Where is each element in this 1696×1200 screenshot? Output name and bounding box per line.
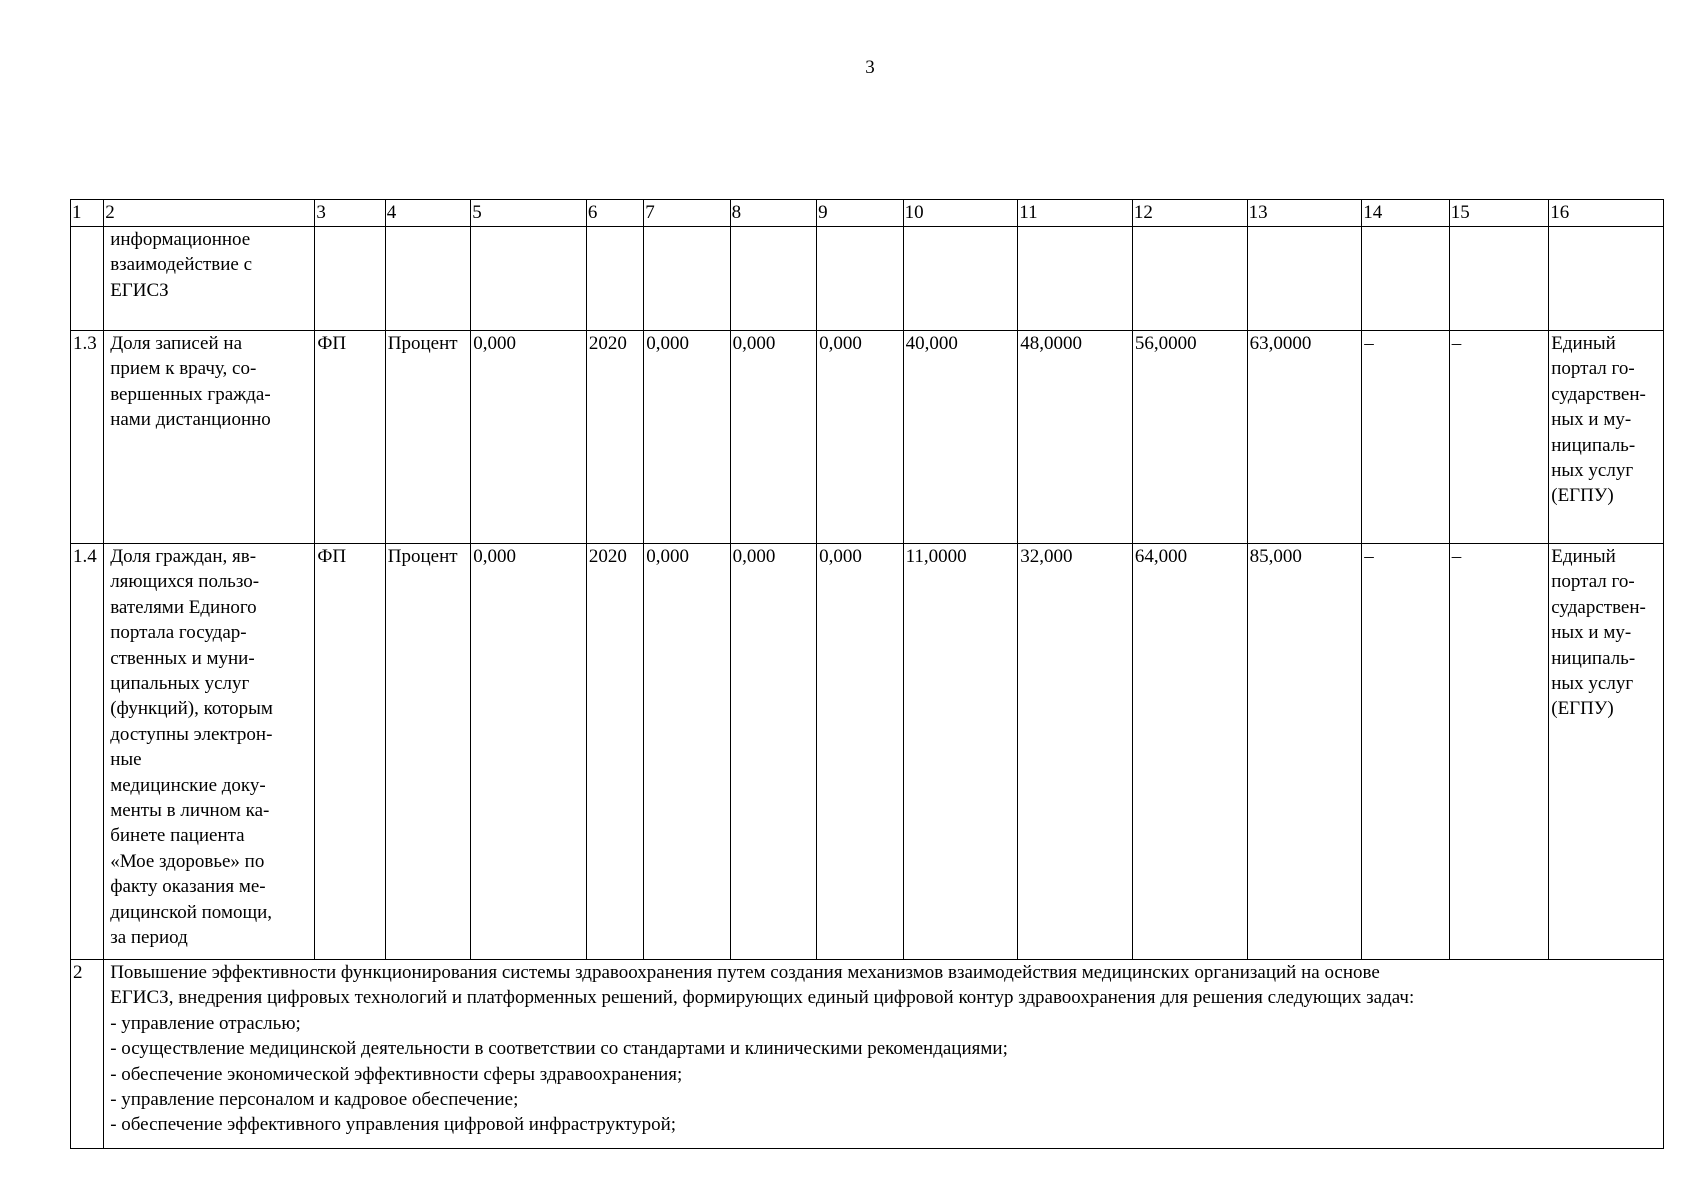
indicator-name-cell [104, 227, 315, 331]
indicator-name-line: нами дистанционно [110, 409, 271, 431]
empty-cell [1549, 227, 1664, 331]
column-number-row [71, 200, 1664, 227]
level-cell: ФП [315, 331, 385, 544]
column-number: 9 [817, 200, 903, 227]
indicator-name-line: информационное [110, 229, 251, 250]
base-value-cell: 0,000 [471, 331, 587, 544]
column-number: 12 [1132, 200, 1247, 227]
source-line: сударствен- [1551, 596, 1646, 618]
value-cell: 32,000 [1018, 544, 1133, 960]
row-number-cell: 1.3 [71, 331, 104, 544]
source-cell [1549, 331, 1664, 544]
column-number: 16 [1549, 200, 1664, 227]
value-cell: – [1362, 544, 1449, 960]
task-line: ЕГИСЗ, внедрения цифровых технологий и платформенных решений, формирующих единый цифровой контур здравоохранения для решения следующих задач: [110, 987, 1415, 1009]
source-line: ных услуг [1551, 673, 1634, 695]
source-line: ниципаль- [1551, 434, 1636, 456]
column-number: 13 [1247, 200, 1362, 227]
indicator-name-line: менты в личном ка- [110, 800, 270, 822]
indicator-name-line: ЕГИСЗ [110, 279, 169, 301]
value-cell: 40,000 [903, 331, 1018, 544]
indicator-name-line: портала государ- [110, 622, 247, 644]
column-number: 3 [315, 200, 385, 227]
indicator-name-line: «Мое здоровье» по [110, 850, 265, 872]
empty-cell [817, 227, 903, 331]
empty-cell [586, 227, 643, 331]
task-description-cell [104, 960, 1664, 1149]
indicator-name-line: медицинские доку- [110, 774, 266, 796]
value-cell: 0,000 [730, 544, 816, 960]
task-line: - управление отраслью; [110, 1012, 301, 1034]
empty-cell [644, 227, 730, 331]
indicator-name-cell [104, 331, 315, 544]
empty-cell [1132, 227, 1247, 331]
indicator-name-line: факту оказания ме- [110, 876, 266, 898]
indicator-name-line: ные [110, 749, 142, 771]
column-number: 10 [903, 200, 1018, 227]
column-number: 15 [1449, 200, 1549, 227]
value-cell: 0,000 [817, 544, 903, 960]
base-year-cell: 2020 [586, 544, 643, 960]
value-cell: 11,0000 [903, 544, 1018, 960]
empty-cell [1449, 227, 1549, 331]
source-cell [1549, 544, 1664, 960]
empty-cell [471, 227, 587, 331]
source-line: ных услуг [1551, 460, 1634, 482]
source-line: (ЕГПУ) [1551, 698, 1614, 720]
indicator-name-line: за период [110, 927, 188, 949]
column-number: 8 [730, 200, 816, 227]
value-cell: 56,0000 [1132, 331, 1247, 544]
indicator-name-line: бинете пациента [110, 825, 245, 847]
source-line: сударствен- [1551, 383, 1646, 405]
source-line: ниципаль- [1551, 647, 1636, 669]
source-line: (ЕГПУ) [1551, 485, 1614, 507]
source-line: портал го- [1551, 571, 1635, 593]
source-line: Единый [1551, 333, 1616, 354]
indicator-name-line: доступны электрон- [110, 723, 273, 745]
empty-cell [1018, 227, 1133, 331]
table-row [71, 544, 1664, 960]
indicator-name-line: ляющихся пользо- [110, 571, 260, 593]
source-line: ных и му- [1551, 409, 1632, 431]
indicator-name-line: вершенных гражда- [110, 383, 271, 405]
base-value-cell: 0,000 [471, 544, 587, 960]
task-line: - обеспечение экономической эффективности сферы здравоохранения; [110, 1063, 683, 1085]
column-number: 14 [1362, 200, 1449, 227]
source-line: портал го- [1551, 358, 1635, 380]
row-number-cell [71, 227, 104, 331]
value-cell: – [1362, 331, 1449, 544]
task-line: - осуществление медицинской деятельности в соответствии со стандартами и клиническими рекомендациями; [110, 1038, 1008, 1060]
indicator-name-cell [104, 544, 315, 960]
indicator-name-line: Доля граждан, яв- [110, 546, 257, 567]
indicator-name-line: прием к врачу, со- [110, 358, 257, 380]
column-number: 2 [104, 200, 315, 227]
value-cell: 0,000 [644, 544, 730, 960]
indicator-name-line: ственных и муни- [110, 647, 255, 669]
value-cell: – [1449, 331, 1549, 544]
value-cell: 63,0000 [1247, 331, 1362, 544]
indicator-name-line: вателями Единого [110, 596, 257, 618]
column-number: 5 [471, 200, 587, 227]
column-number: 6 [586, 200, 643, 227]
table-row [71, 331, 1664, 544]
value-cell: 48,0000 [1018, 331, 1133, 544]
indicator-name-line: взаимодействие с [110, 254, 253, 276]
page-number: 3 [865, 57, 875, 78]
empty-cell [903, 227, 1018, 331]
empty-cell [1247, 227, 1362, 331]
column-number: 1 [71, 200, 104, 227]
value-cell: – [1449, 544, 1549, 960]
indicator-name-line: Доля записей на [110, 333, 243, 354]
value-cell: 0,000 [644, 331, 730, 544]
column-number: 7 [644, 200, 730, 227]
empty-cell [730, 227, 816, 331]
empty-cell [315, 227, 385, 331]
unit-cell: Процент [385, 331, 470, 544]
task-line: - управление персоналом и кадровое обеспечение; [110, 1089, 519, 1111]
indicator-name-line: дицинской помощи, [110, 901, 273, 923]
level-cell: ФП [315, 544, 385, 960]
base-year-cell: 2020 [586, 331, 643, 544]
column-number: 11 [1018, 200, 1133, 227]
value-cell: 0,000 [730, 331, 816, 544]
value-cell: 64,000 [1132, 544, 1247, 960]
value-cell: 0,000 [817, 331, 903, 544]
source-line: ных и му- [1551, 622, 1632, 644]
row-number-cell: 1.4 [71, 544, 104, 960]
indicators-table [70, 199, 1664, 1149]
continuation-row [71, 227, 1664, 331]
empty-cell [385, 227, 470, 331]
unit-cell: Процент [385, 544, 470, 960]
value-cell: 85,000 [1247, 544, 1362, 960]
task-line: - обеспечение эффективного управления цифровой инфраструктурой; [110, 1114, 677, 1136]
task-line: Повышение эффективности функционирования системы здравоохранения путем создания механизмов взаимодействия медицинских организаций на основе [110, 962, 1380, 983]
column-number: 4 [385, 200, 470, 227]
row-number-cell: 2 [71, 960, 104, 1149]
source-line: Единый [1551, 546, 1616, 567]
indicator-name-line: ципальных услуг [110, 673, 250, 695]
indicator-name-line: (функций), которым [110, 698, 273, 720]
empty-cell [1362, 227, 1449, 331]
task-row [71, 960, 1664, 1149]
